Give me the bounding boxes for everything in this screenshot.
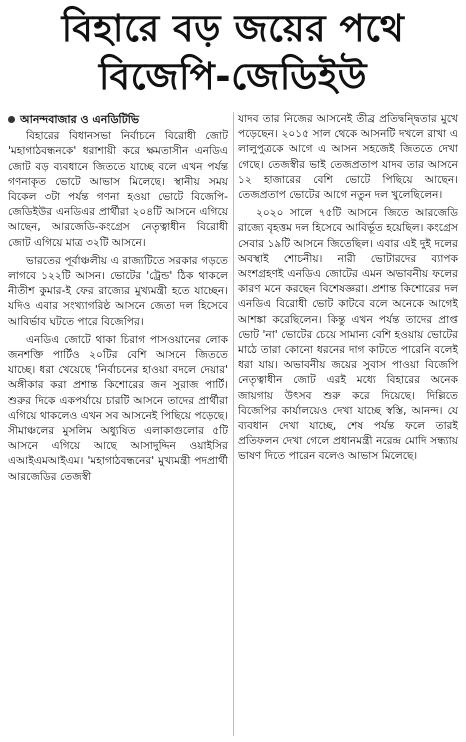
paragraph: যাদব তার নিজের আসনেই তীব্র প্রতিদ্বন্দ্বিতার মুখে পড়েছেন। ২০১৫ সাল থেকে আসনটি দখলে রাখা এ লালুপুত্রকে আগে এ আসন সহজেই জিততে দেখা গেছে। তেজস্বীর ভাই তেজপ্রতাপ যাদব তার আসনে ১২ হাজারের বেশি ভোটে পিছিয়ে আছেন। তেজপ্রতাপ ভোটের আগে নতুন দল খুলেছিলেন।	[238, 113, 458, 202]
article-column-1	[8, 112, 228, 736]
paragraph: এনডিএ জোটে থাকা চিরাগ পাসওয়ানের লোক জনশক্তি পার্টিও ২০টির বেশি আসনে জিততে যাচ্ছে। ধরা খেয়েছে 'নির্বাচনের হাওয়া বদলে দেয়ার' অঙ্গীকার করা প্রশান্ত কিশোরের জন সুরাজ পার্টি। শুরুর দিকে একপর্যায়ে চারটি আসনে তাদের প্রার্থীরা এগিয়ে থাকলেও এখন সব আসনেই পিছিয়ে পড়েছে। সীমাঞ্চলের মুসলিম অধ্যুষিত এলাকাগুলোর ৫টি আসনে এগিয়ে আছে আসাদুদ্দিন ওয়াইসির এআইএমআইএম। 'মহাগাঠবন্ধনের' মুখ্যমন্ত্রী পদপ্রার্থী আরজেডির তেজস্বী	[8, 333, 228, 483]
bullet-icon	[8, 116, 15, 123]
article-body	[8, 112, 458, 736]
headline-line-2: বিজেপি-জেডিইউ	[98, 55, 368, 98]
headline-line-1: বিহারে বড় জয়ের পথে	[61, 7, 405, 50]
paragraph: ২০২০ সালে ৭৫টি আসনে জিতে আরজেডি রাজ্যে বৃহত্তম দল হিসেবে আবির্ভূত হয়েছিল। কংগ্রেস সেবার ১৯টি আসনে জিতেছিল। এবার এই দুই দলের অবস্থাই শোচনীয়। নারী ভোটারদের ব্যাপক অংশগ্রহণই এনডিএ জোটের এমন অভাবনীয় ফলের কারণ মনে করছেন বিশেষজ্ঞরা। প্রশান্ত কিশোরের দল এনডিএ বিরোধী ভোট কাটবে বলে অনেকে আগেই আশঙ্কা করেছিলেন। কিন্তু এখন পর্যন্ত তাদের প্রাপ্ত ভোট 'না' ভোটের চেয়ে সামান্য বেশি হওয়ায় ভোটের মাঠে তারা কোনো ধরনের দাগ কাটতে পারেনি বলেই ধরা যায়। অভাবনীয় জয়ের সুবাস পাওয়া বিজেপি নেতৃত্বাধীন জোট এরই মধ্যে বিহারের অনেক জায়গায় উৎসব শুরু করে দিয়েছে। দিল্লিতে বিজেপির কার্যালয়েও দেখা যাচ্ছে স্বস্তি, আনন্দ। যে ব্যবধান দেখা যাচ্ছে, শেষ পর্যন্ত ফলে তারই প্রতিফলন দেখা গেলে প্রধানমন্ত্রী নরেন্দ্র মোদি সন্ধ্যায় ভাষণ দিতে পারেন বলেও আভাস মিলেছে।	[238, 207, 458, 463]
byline	[8, 112, 228, 127]
article-column-2	[238, 112, 458, 736]
headline	[8, 6, 458, 100]
paragraph: বিহারের বিধানসভা নির্বাচনে বিরোধী জোট 'মহাগাঠবন্ধনকে' ধরাশায়ী করে ক্ষমতাসীন এনডিএ জোট বড় ব্যবধানে জিততে যাচ্ছে বলে এখন পর্যন্ত গণনাকৃত ভোটে আভাস মিলেছে। স্থানীয় সময় বিকেল ৩টা পর্যন্ত গণনা হওয়া ভোটে বিজেপি-জেডিইউর এনডিএর প্রার্থীরা ২০৪টি আসনে এগিয়ে আছেন, আরজেডি-কংগ্রেস নেতৃত্বাধীন বিরোধী জোট এগিয়ে মাত্র ৩২টি আসনে।	[8, 130, 228, 249]
paragraph: ভারতের পূর্বাঞ্চলীয় এ রাজ্যটিতে সরকার গড়তে লাগবে ১২২টি আসন। ভোটের 'ট্রেন্ড' ঠিক থাকলে নীতীশ কুমার-ই ফের রাজ্যের মুখ্যমন্ত্রী হতে যাচ্ছেন। যদিও এবার সংখ্যাগরিষ্ঠ আসনে জেতা দল হিসেবে আবির্ভাব ঘটতে পারে বিজেপির।	[8, 254, 228, 328]
column-divider	[233, 112, 234, 736]
byline-text: আনন্দবাজার ও এনডিটিভি	[20, 113, 140, 126]
